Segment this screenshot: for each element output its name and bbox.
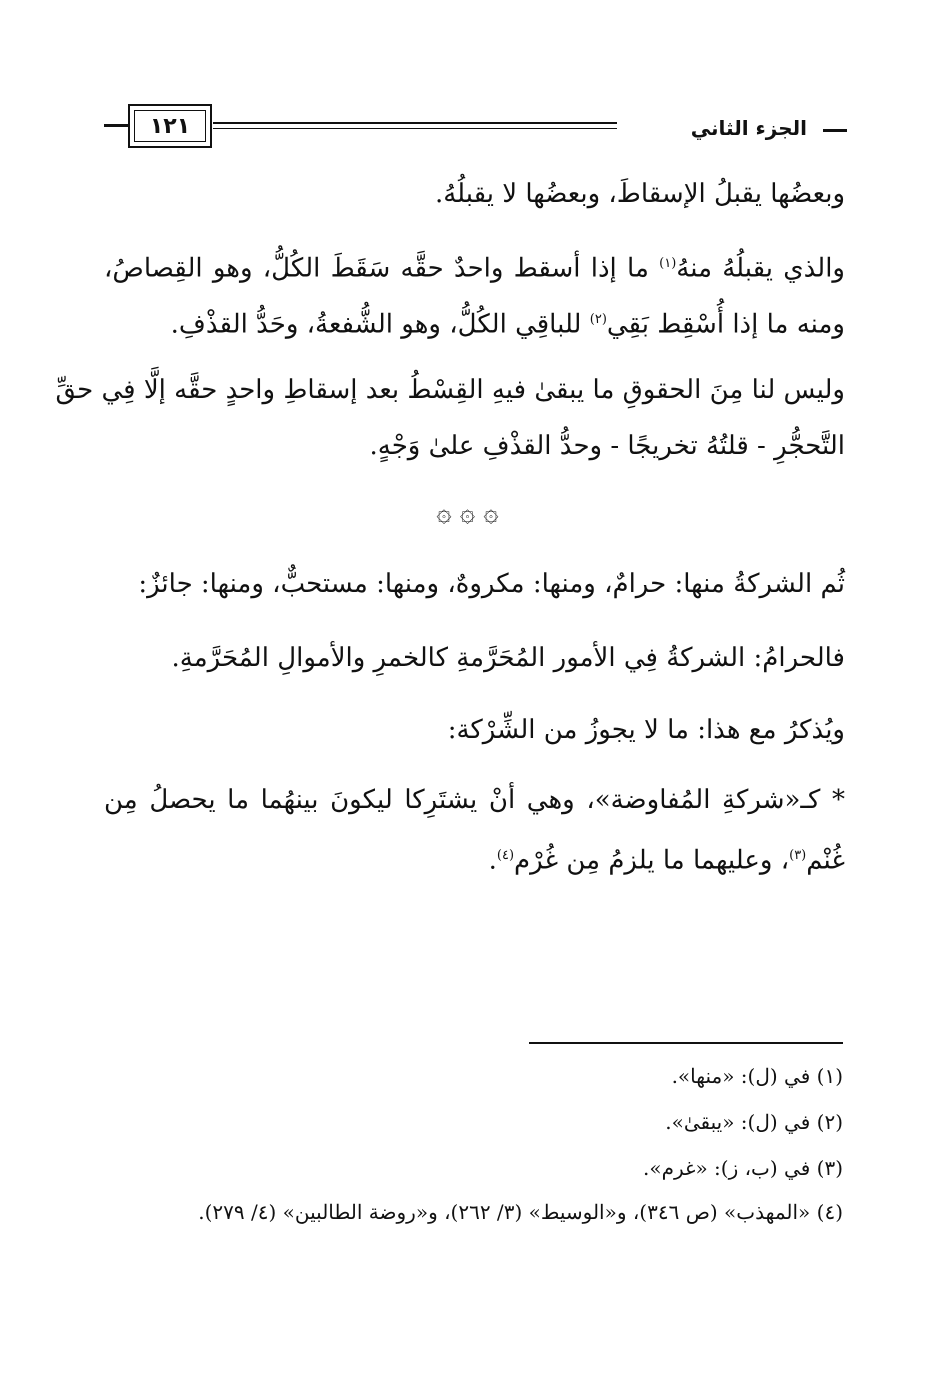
paragraph-2-line-2 <box>171 302 845 343</box>
text-run: غُنْم <box>806 845 845 876</box>
text-run: ما إذا أسقط واحدٌ حقَّه سَقَطَ الكُلُّ، وهو القِصاصُ، <box>104 253 660 284</box>
paragraph-7-line-2 <box>489 838 845 879</box>
paragraph-6: ويُذكرُ مع هذا: ما لا يجوزُ من الشِّرْكة: <box>447 715 845 745</box>
running-header-title: الجزء الثاني <box>690 116 807 140</box>
header-dash-right <box>823 129 847 132</box>
section-separator: ۞ ۞ ۞ <box>436 498 499 528</box>
text-run: . <box>488 845 497 876</box>
paragraph-4: ثُم الشركةُ منها: حرامٌ، ومنها: مكروهٌ، ومنها: مستحبٌّ، ومنها: جائزٌ: <box>138 569 845 599</box>
footnote-separator <box>529 1042 843 1044</box>
text-run: والذي يقبلُهُ منهُ <box>676 253 845 284</box>
footnote-ref-2: (٢) <box>589 312 607 327</box>
footnote-1: (١) في (ل): «منها». <box>671 1064 843 1088</box>
paragraph-2-line-1 <box>104 246 845 287</box>
paragraph-3-line-1: وليس لنا مِنَ الحقوقِ ما يبقىٰ فيهِ القِسْطُ بعد إسقاطِ واحدٍ حقَّه إلَّا فِي حقِّ <box>55 375 845 405</box>
footnote-2: (٢) في (ل): «يبقىٰ». <box>665 1110 843 1134</box>
text-run: ، وعليهما ما يلزمُ مِن غُرْم <box>514 845 790 876</box>
footnote-ref-1: (١) <box>659 256 677 271</box>
paragraph-7-line-1: * كـ«شركةِ المُفاوضة»، وهي أنْ يشتَرِكا ليكونَ بينهُما ما يحصلُ مِن <box>104 785 845 815</box>
footnote-ref-3: (٣) <box>789 848 807 863</box>
header-rule-thin <box>213 128 617 129</box>
paragraph-5: فالحرامُ: الشركةُ فِي الأمور المُحَرَّمةِ كالخمرِ والأموالِ المُحَرَّمةِ. <box>171 643 845 673</box>
paragraph-3-line-2: التَّحجُّرِ - قلتُهُ تخريجًا - وحدُّ القذْفِ علىٰ وَجْهٍ. <box>369 431 845 461</box>
header-rule <box>213 122 617 124</box>
text-run: ومنه ما إذا أُسْقِط بَقِي <box>606 309 845 340</box>
page-number: ١٢١ <box>134 110 206 142</box>
text-run: للباقِي الكُلُّ، وهو الشُّفعةُ، وحَدُّ القذْفِ. <box>170 309 590 340</box>
footnote-4: (٤) «المهذب» (ص ٣٤٦)، و«الوسيط» (٣/ ٢٦٢)، و«روضة الطالبين» (٤/ ٢٧٩). <box>198 1200 843 1224</box>
page-number-frame <box>128 104 212 148</box>
footnote-ref-4: (٤) <box>496 848 515 863</box>
header-dash-left <box>104 124 128 127</box>
footnote-3: (٣) في (ب، ز): «غرم». <box>642 1156 843 1180</box>
paragraph-1: وبعضُها يقبلُ الإسقاطَ، وبعضُها لا يقبلُهُ. <box>434 179 845 209</box>
